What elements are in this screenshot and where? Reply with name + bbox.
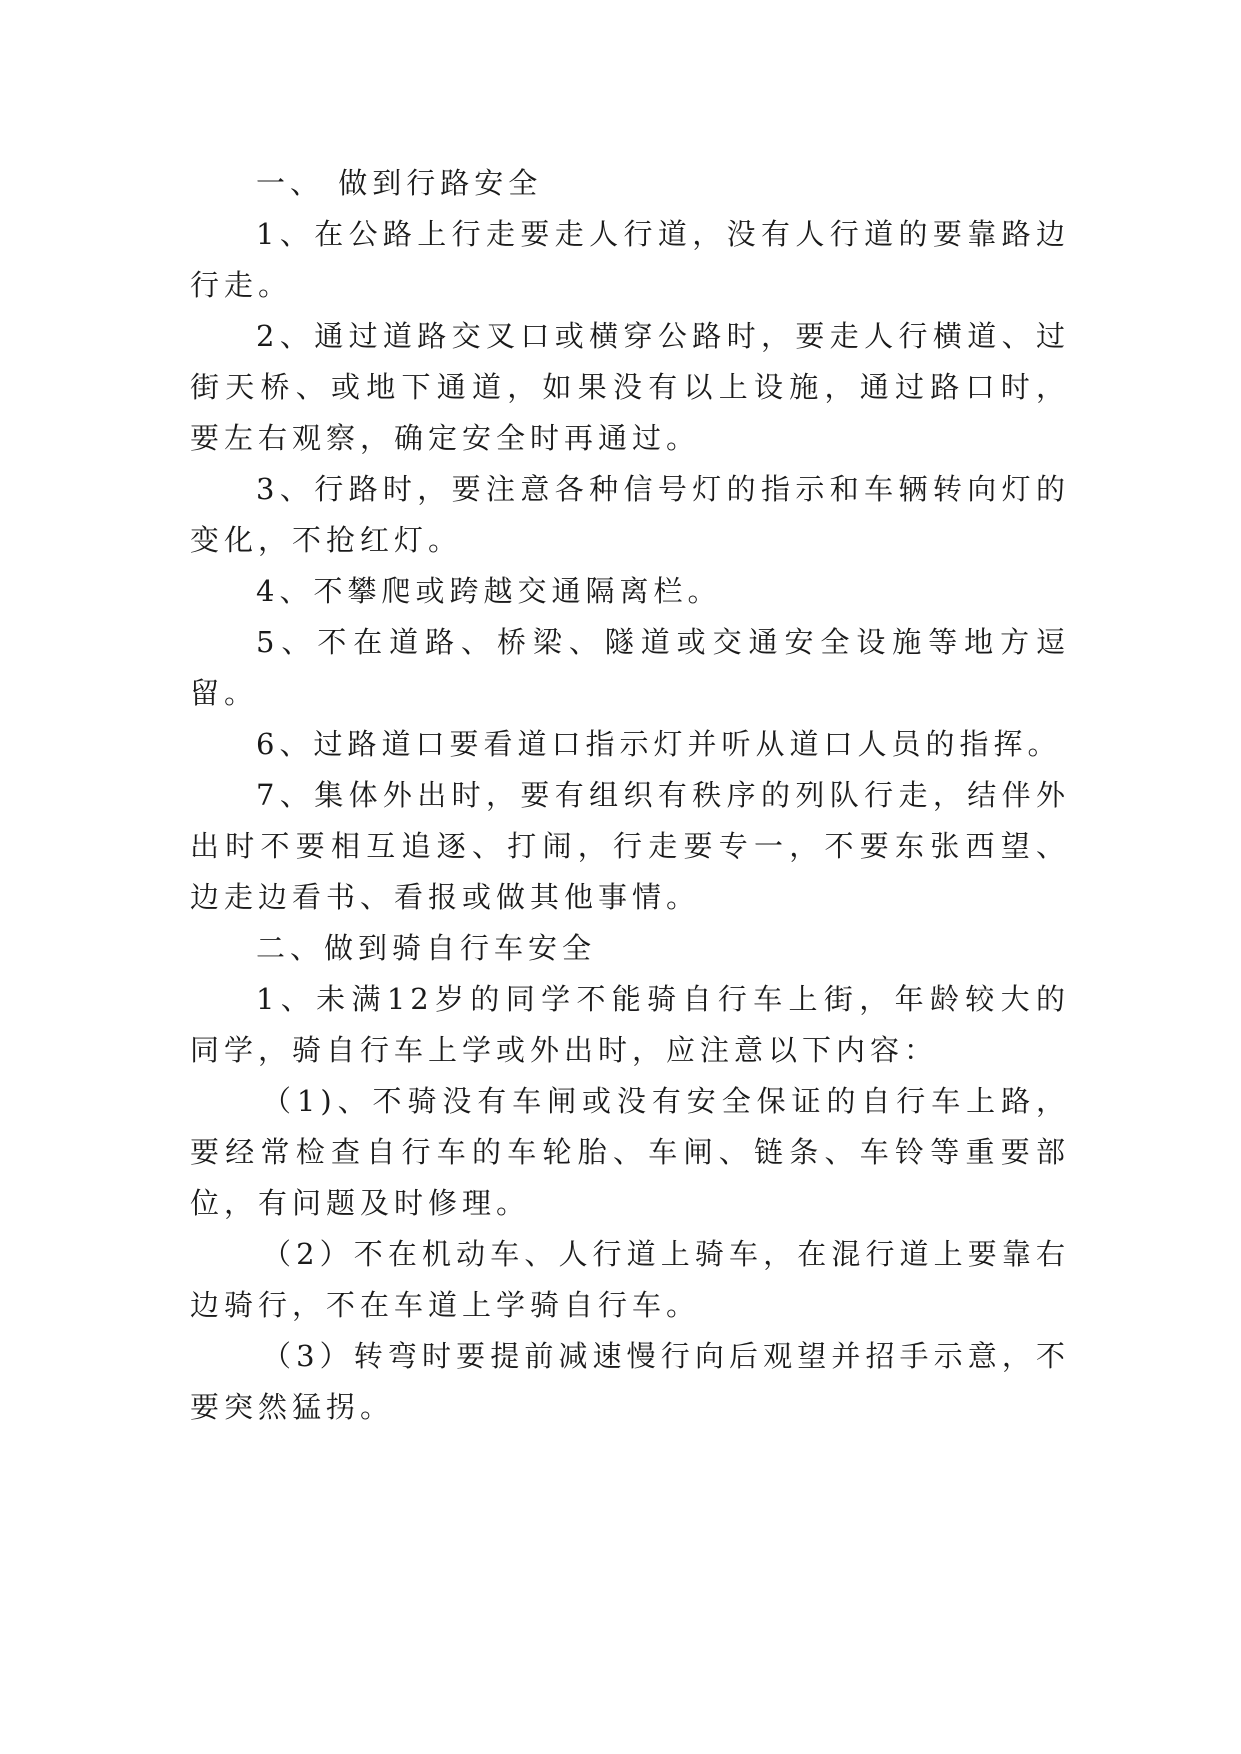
walking-rule-3: 3、行路时，要注意各种信号灯的指示和车辆转向灯的变化，不抢红灯。 [190,472,1070,557]
section-heading-walking-safety: 一、 做到行路安全 [256,166,543,200]
document-body [190,158,1070,1433]
cycling-subrule-2: （2）不在机动车、人行道上骑车，在混行道上要靠右边骑行，不在车道上学骑自行车。 [190,1237,1070,1322]
walking-rule-1: 1、在公路上行走要走人行道，没有人行道的要靠路边行走。 [190,217,1070,302]
walking-rule-6: 6、过路道口要看道口指示灯并听从道口人员的指挥。 [256,727,1062,761]
cycling-subrule-1: （1)、不骑没有车闸或没有安全保证的自行车上路，要经常检查自行车的车轮胎、车闸、链条、车铃等重要部位，有问题及时修理。 [190,1084,1070,1220]
section-heading-cycling-safety: 二、做到骑自行车安全 [256,931,597,965]
walking-rule-5: 5、不在道路、桥梁、隧道或交通安全设施等地方逗留。 [190,625,1070,710]
walking-rule-2: 2、通过道路交叉口或横穿公路时，要走人行横道、过街天桥、或地下通道，如果没有以上设施，通过路口时，要左右观察，确定安全时再通过。 [190,319,1070,455]
walking-rule-4: 4、不攀爬或跨越交通隔离栏。 [256,574,722,608]
cycling-rule-1: 1、未满12岁的同学不能骑自行车上街，年龄较大的同学，骑自行车上学或外出时，应注意以下内容： [190,982,1070,1067]
cycling-subrule-3: （3）转弯时要提前减速慢行向后观望并招手示意，不要突然猛拐。 [190,1339,1070,1424]
walking-rule-7: 7、集体外出时，要有组织有秩序的列队行走，结伴外出时不要相互追逐、打闹，行走要专一，不要东张西望、边走边看书、看报或做其他事情。 [190,778,1070,914]
